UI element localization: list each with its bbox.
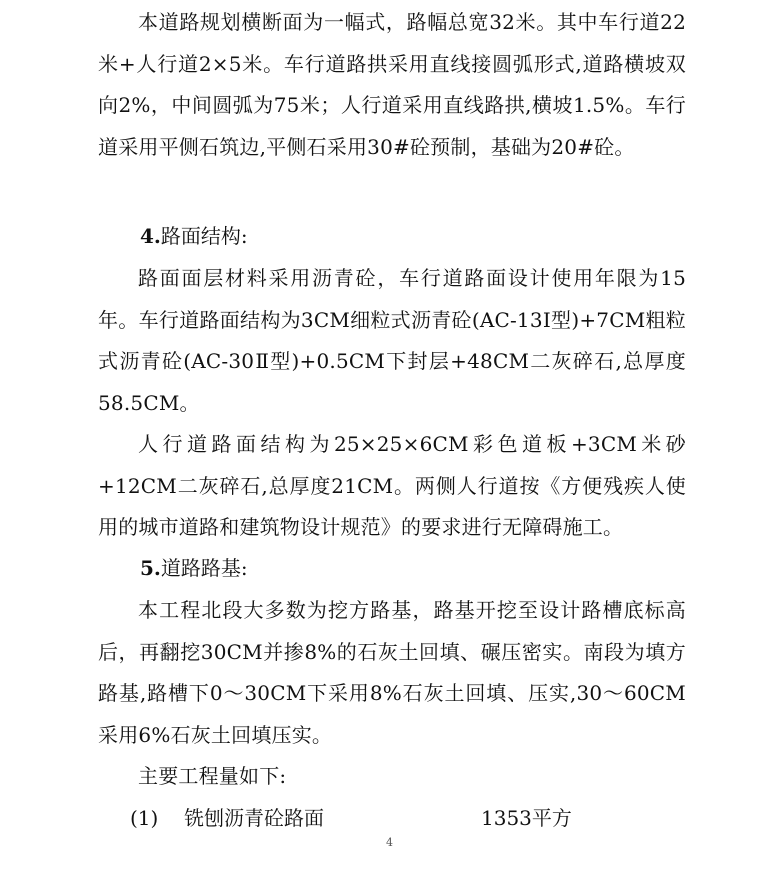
section-number: 4. — [140, 224, 161, 248]
section-title: 路面结构: — [160, 224, 248, 248]
section-heading-subgrade — [140, 548, 248, 590]
quantity-amount: 1353平方 — [481, 806, 572, 830]
section-heading-pavement — [140, 216, 248, 258]
paragraph-sidewalk-structure: 人行道路面结构为25×25×6CM彩色道板+3CM米砂+12CM二灰碎石,总厚度21CM。两侧人行道按《方便残疾人使用的城市道路和建筑物设计规范》的要求进行无障碍施工。 — [98, 432, 686, 539]
page-number: 4 — [386, 836, 393, 849]
quantity-index: (1) — [130, 806, 159, 830]
section-number: 5. — [140, 556, 161, 580]
paragraph-quantities-intro: 主要工程量如下: — [138, 764, 287, 788]
paragraph-cross-section: 本道路规划横断面为一幅式，路幅总宽32米。其中车行道22米+人行道2×5米。车行道路拱采用直线接圆弧形式,道路横坡双向2%，中间圆弧为75米；人行道采用直线路拱,横坡1.5%。车行道采用平侧石筑边,平侧石采用30#砼预制，基础为20#砼。 — [98, 10, 686, 159]
paragraph-roadway-structure: 路面面层材料采用沥青砼，车行道路面设计使用年限为15年。车行道路面结构为3CM细粒式沥青砼(AC-13Ⅰ型)+7CM粗粒式沥青砼(AC-30Ⅱ型)+0.5CM下封层+48CM二灰碎石,总厚度58.5CM。 — [98, 266, 686, 415]
section-title: 道路路基: — [160, 556, 248, 580]
quantity-item: 铣刨沥青砼路面 — [184, 806, 324, 830]
paragraph-subgrade: 本工程北段大多数为挖方路基，路基开挖至设计路槽底标高后，再翻挖30CM并掺8%的石灰土回填、碾压密实。南段为填方路基,路槽下0～30CM下采用8%石灰土回填、压实,30～60CM采用6%石灰土回填压实。 — [98, 598, 686, 747]
